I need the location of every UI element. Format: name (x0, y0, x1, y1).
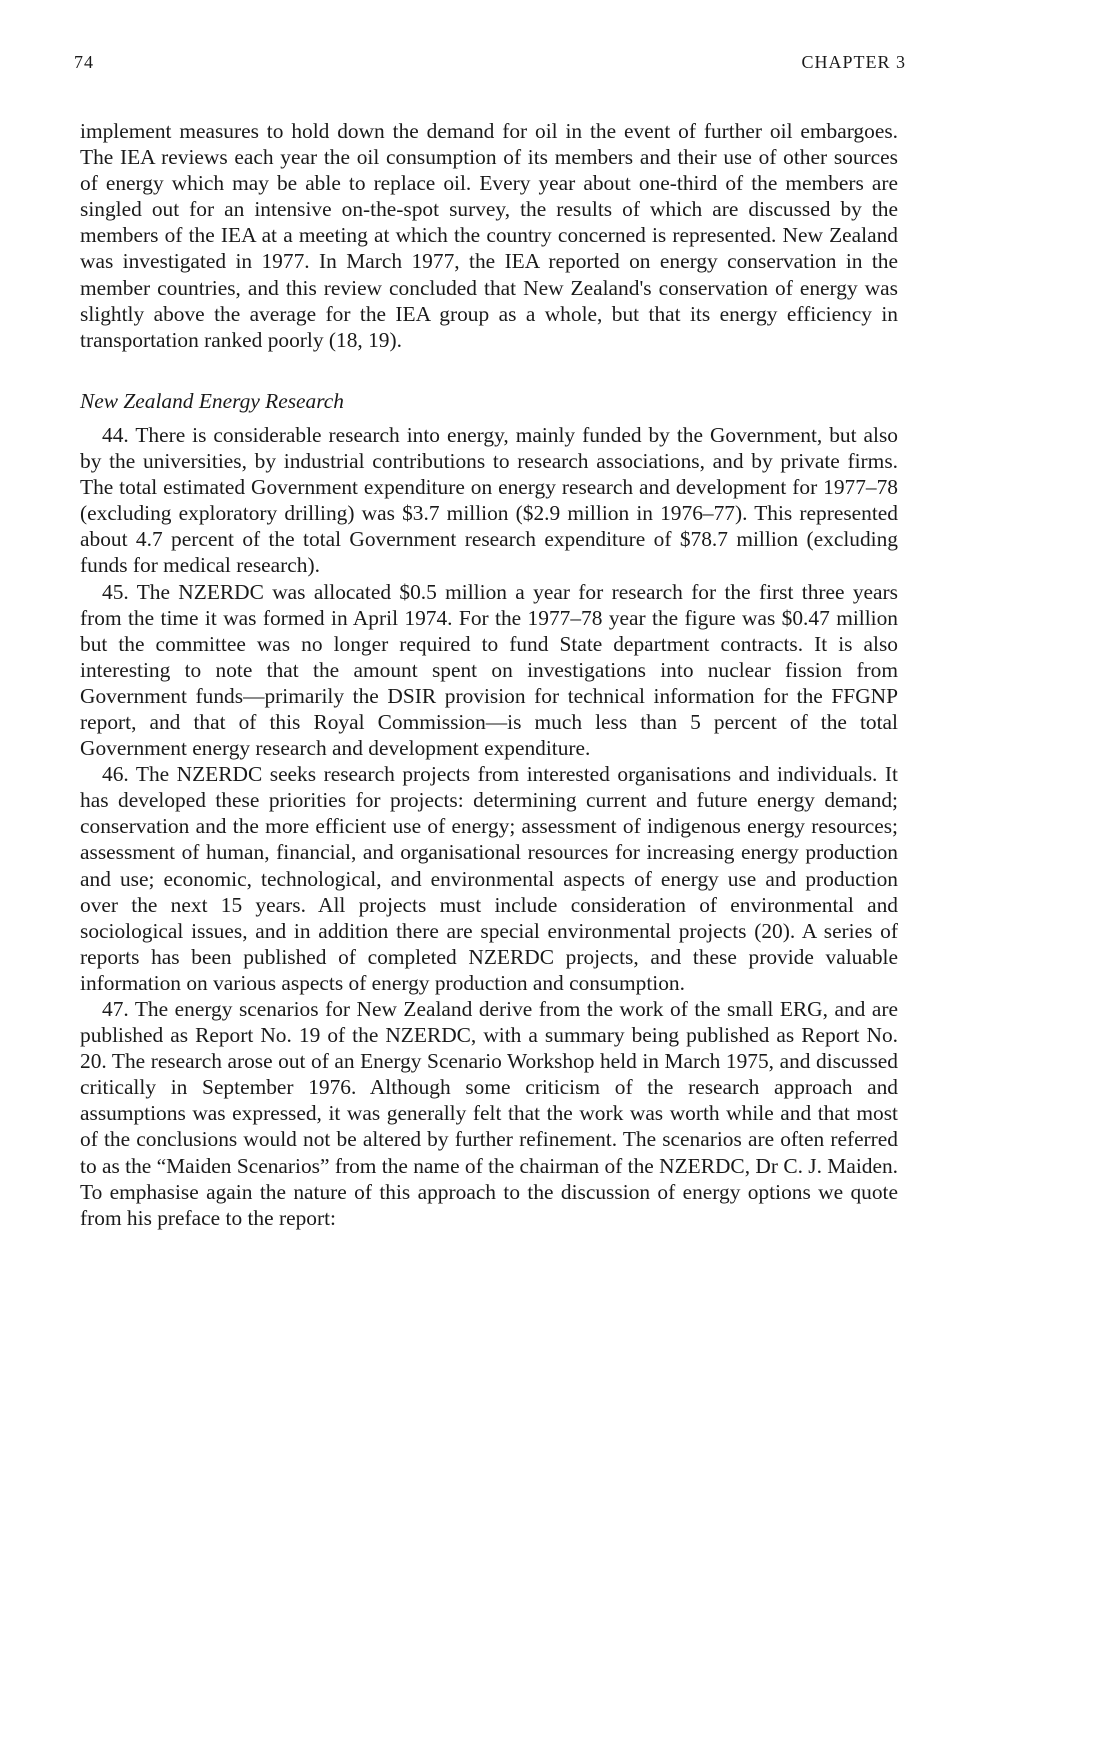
paragraph-44: 44. There is considerable research into energy, mainly funded by the Government, but also by the universities, by industrial contributions to research associations, and by private firms. The total estimated Government expenditure on energy research and development for 1977–78 (excluding exploratory drilling) was $3.7 million ($2.9 million in 1976–77). This represented about 4.7 percent of the total Government research expenditure of $78.7 million (excluding funds for medical research). (80, 422, 898, 578)
paragraph-45: 45. The NZERDC was allocated $0.5 million a year for research for the first three years from the time it was formed in April 1974. For the 1977–78 year the figure was $0.47 million but the committee was no longer required to fund State department contracts. It is also interesting to note that the amount spent on investigations into nuclear fission from Government funds—primarily the DSIR provision for technical information for the FFGNP report, and that of this Royal Commission—is much less than 5 percent of the total Government energy research and development expenditure. (80, 579, 898, 761)
section-spacer (80, 353, 898, 388)
section-heading: New Zealand Energy Research (80, 388, 344, 413)
paragraph-47: 47. The energy scenarios for New Zealand derive from the work of the small ERG, and are published as Report No. 19 of the NZERDC, with a summary being published as Report No. 20. The research arose out of an Energy Scenario Workshop held in March 1975, and discussed critically in September 1976. Although some criticism of the research approach and assumptions was expressed, it was generally felt that the work was worth while and that most of the conclusions would not be altered by further refinement. The scenarios are often referred to as the “Maiden Scenarios” from the name of the chairman of the NZERDC, Dr C. J. Maiden. To emphasise again the nature of this approach to the discussion of energy options we quote from his preface to the report: (80, 997, 898, 1230)
page-number: 74 (74, 52, 94, 72)
page-header (74, 52, 906, 76)
intro-paragraph: implement measures to hold down the demand for oil in the event of further oil embargoes. The IEA reviews each year the oil consumption of its members and their use of other sources of energy which may be able to replace oil. Every year about one-third of the members are singled out for an intensive on-the-spot survey, the results of which are discussed by the members of the IEA at a meeting at which the country concerned is represented. New Zealand was investigated in 1977. In March 1977, the IEA reported on energy conservation in the member countries, and this review concluded that New Zealand's conservation of energy was slightly above the average for the IEA group as a whole, but that its energy efficiency in transportation ranked poorly (18, 19). (80, 119, 898, 352)
paragraph-46: 46. The NZERDC seeks research projects from interested organisations and individuals. It has developed these priorities for projects: determining current and future energy demand; conservation and the more efficient use of energy; assessment of indigenous energy resources; assessment of human, financial, and organisational resources for increasing energy production and use; economic, technological, and environmental aspects of energy use and production over the next 15 years. All projects must include consideration of environmental and sociological issues, and in addition there are special environmental projects (20). A series of reports has been published of completed NZERDC projects, and these provide valuable information on various aspects of energy production and consumption. (80, 762, 898, 995)
page-body (80, 118, 898, 1231)
chapter-title: CHAPTER 3 (801, 52, 906, 72)
